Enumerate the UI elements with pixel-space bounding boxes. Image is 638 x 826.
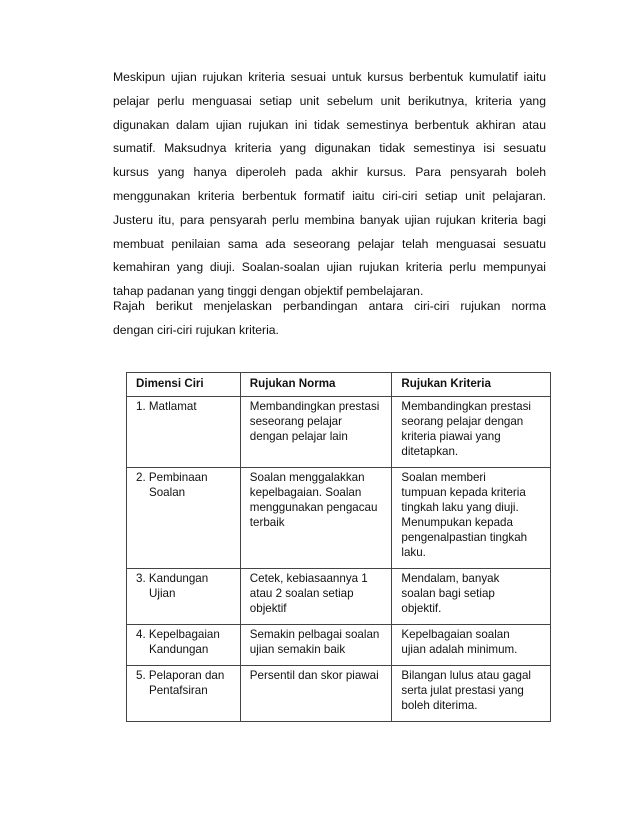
table-row [127, 666, 551, 722]
paragraph-line: Justeru itu, para pensyarah perlu membina banyak ujian rujukan kriteria bagi [113, 212, 546, 227]
paragraph-line: tahap padanan yang tinggi dengan objektif pembelajaran. [113, 284, 424, 299]
comparison-table [126, 372, 551, 722]
cell-text: Persentil dan skor piawai [249, 669, 379, 682]
header-dimensi-ciri: Dimensi Ciri [127, 373, 241, 397]
cell-kriteria [392, 468, 551, 569]
table-row [127, 397, 551, 468]
cell-kriteria [392, 569, 551, 625]
paragraph-comparison-intro [113, 295, 546, 343]
paragraph-line: kemahiran yang diuji. Soalan-soalan ujian rujukan kriteria perlu mempunyai [113, 260, 546, 275]
cell-text: Ujian [149, 587, 176, 600]
cell-text: dengan pelajar lain [249, 430, 348, 443]
cell-text: laku. [401, 546, 426, 559]
cell-kriteria [392, 397, 551, 468]
cell-dimensi [127, 666, 241, 722]
cell-norma [240, 569, 392, 625]
paragraph-line: kursus yang hanya diperoleh pada akhir kursus. Para pensyarah boleh [113, 165, 546, 180]
cell-text: Pentafsiran [149, 684, 208, 697]
cell-dimensi [127, 397, 241, 468]
cell-text: Bilangan lulus atau gagal [401, 669, 531, 682]
cell-text: seseorang pelajar [249, 415, 342, 428]
cell-text: Mendalam, banyak [401, 572, 500, 585]
paragraph-line: Meskipun ujian rujukan kriteria sesuai untuk kursus berbentuk kumulatif iaitu [113, 70, 546, 84]
paragraph-line: dengan ciri-ciri rujukan kriteria. [113, 322, 279, 337]
cell-norma [240, 625, 392, 666]
cell-text: Cetek, kebiasaannya 1 [249, 572, 368, 585]
paragraph-line: membuat penilaian sama ada seseorang pelajar telah menguasai sesuatu [113, 236, 546, 251]
cell-dimensi [127, 625, 241, 666]
cell-norma [240, 397, 392, 468]
paragraph-line: digunakan dalam ujian rujukan ini tidak semestinya berbentuk akhiran atau [113, 117, 546, 132]
table-row [127, 625, 551, 666]
cell-text: tingkah laku yang diuji. [401, 501, 519, 514]
cell-text: serta julat prestasi yang [401, 684, 524, 697]
cell-text: kepelbagaian. Soalan [249, 486, 362, 499]
cell-text: Semakin pelbagai soalan [249, 628, 380, 641]
cell-text: Menumpukan kepada [401, 516, 513, 529]
cell-text: 4. Kepelbagaian [136, 628, 220, 641]
cell-dimensi [127, 569, 241, 625]
cell-text: Soalan memberi [401, 471, 486, 484]
cell-norma [240, 666, 392, 722]
cell-text: 2. Pembinaan [136, 471, 208, 484]
cell-text: terbaik [249, 516, 285, 529]
paragraph-line: Rajah berikut menjelaskan perbandingan antara ciri-ciri rujukan norma [113, 299, 546, 313]
cell-text: boleh diterima. [401, 699, 478, 712]
cell-dimensi [127, 468, 241, 569]
cell-kriteria [392, 625, 551, 666]
cell-text: ditetapkan. [401, 445, 459, 458]
paragraph-line: menggunakan kriteria berbentuk formatif iaitu ciri-ciri setiap unit pelajaran. [113, 188, 546, 203]
cell-text: 3. Kandungan [136, 572, 209, 585]
table-body [127, 397, 551, 722]
cell-text: kriteria piawai yang [401, 430, 501, 443]
paragraph-line: sumatif. Maksudnya kriteria yang digunakan tidak semestinya isi sesuatu [113, 141, 546, 156]
cell-text: seorang pelajar dengan [401, 415, 524, 428]
cell-text: Soalan [149, 486, 186, 499]
table-header-row [127, 373, 551, 397]
header-rujukan-norma: Rujukan Norma [240, 373, 392, 397]
table-row [127, 569, 551, 625]
cell-text: 5. Pelaporan dan [136, 669, 225, 682]
cell-text: Soalan menggalakkan [249, 471, 365, 484]
cell-text: Membandingkan prestasi [249, 400, 380, 413]
cell-norma [240, 468, 392, 569]
cell-text: ujian semakin baik [249, 643, 346, 656]
cell-text: menggunakan pengacau [249, 501, 378, 514]
cell-kriteria [392, 666, 551, 722]
cell-text: ujian adalah minimum. [401, 643, 518, 656]
cell-text: pengenalpastian tingkah [401, 531, 528, 544]
cell-text: Kandungan [149, 643, 209, 656]
table-row [127, 468, 551, 569]
cell-text: tumpuan kepada kriteria [401, 486, 526, 499]
cell-text: atau 2 soalan setiap [249, 587, 354, 600]
cell-text: objektif [249, 602, 287, 615]
paragraph-criterion-reference [113, 66, 546, 304]
cell-text: soalan bagi setiap [401, 587, 495, 600]
paragraph-line: pelajar perlu menguasai setiap unit sebelum unit berikutnya, kriteria yang [113, 93, 546, 108]
cell-text: Kepelbagaian soalan [401, 628, 510, 641]
header-rujukan-kriteria: Rujukan Kriteria [392, 373, 551, 397]
cell-text: Membandingkan prestasi [401, 400, 531, 413]
cell-text: objektif. [401, 602, 442, 615]
cell-text: 1. Matlamat [136, 400, 197, 413]
